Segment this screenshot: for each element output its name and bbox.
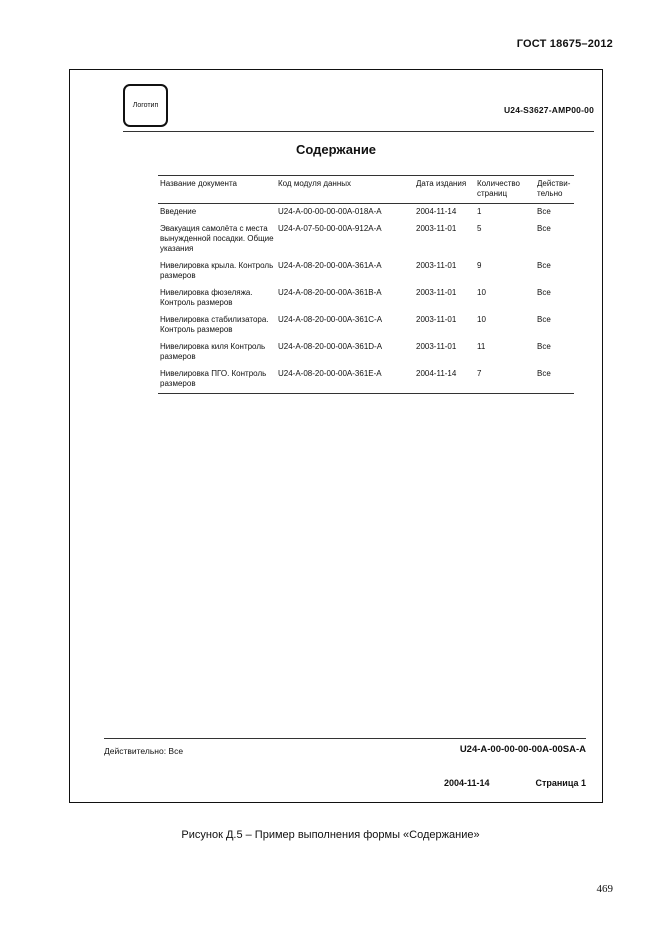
cell-document-name: Нивелировка киля Контроль размеров bbox=[160, 342, 266, 361]
cell-issue-date: 2004-11-14 bbox=[416, 207, 457, 216]
table-row bbox=[158, 312, 574, 339]
cell-issue-date: 2003-11-01 bbox=[416, 288, 457, 297]
data-module-code-header: U24-S3627-AMP00-00 bbox=[503, 105, 594, 115]
cell-module-code: U24-A-00-00-00-00A-018A-A bbox=[278, 207, 382, 216]
column-header-code: Код модуля данных bbox=[276, 176, 414, 204]
cell-issue-date: 2004-11-14 bbox=[414, 366, 475, 394]
header-divider bbox=[123, 131, 594, 132]
cell-page-count: 5 bbox=[477, 224, 482, 233]
logo-placeholder bbox=[123, 84, 168, 127]
footer-page-number: Страница 1 bbox=[535, 778, 586, 788]
cell-document-name: Введение bbox=[160, 207, 197, 216]
cell-page-count: 1 bbox=[477, 207, 482, 216]
page-number: 469 bbox=[596, 883, 613, 895]
table-row bbox=[158, 339, 574, 366]
cell-page-count: 11 bbox=[477, 342, 486, 351]
column-header-date: Дата издания bbox=[414, 176, 475, 204]
cell-issue-date: 2003-11-01 bbox=[416, 315, 457, 324]
cell-document-name: Нивелировка ПГО. Контроль размеров bbox=[158, 366, 276, 394]
cell-page-count: 10 bbox=[477, 315, 486, 324]
table-row bbox=[158, 221, 574, 258]
cell-applicability: Все bbox=[537, 315, 551, 324]
cell-document-name: Нивелировка фюзеляжа. Контроль размеров bbox=[160, 288, 253, 307]
cell-page-count: 7 bbox=[475, 366, 535, 394]
cell-applicability: Все bbox=[537, 342, 551, 351]
cell-issue-date: 2003-11-01 bbox=[416, 342, 457, 351]
cell-applicability: Все bbox=[537, 207, 551, 216]
table-row bbox=[158, 285, 574, 312]
cell-module-code: U24-A-08-20-00-00A-361B-A bbox=[278, 288, 382, 297]
footer-issue-date: 2004-11-14 bbox=[444, 778, 490, 788]
cell-applicability: Все bbox=[537, 288, 551, 297]
cell-applicability: Все bbox=[537, 261, 551, 270]
table-row bbox=[158, 258, 574, 285]
cell-module-code: U24-A-07-50-00-00A-912A-A bbox=[278, 224, 382, 233]
footer-divider bbox=[104, 738, 586, 739]
form-title: Содержание bbox=[295, 142, 377, 157]
contents-form-frame bbox=[69, 69, 603, 803]
cell-module-code: U24-A-08-20-00-00A-361A-A bbox=[278, 261, 382, 270]
cell-page-count: 10 bbox=[477, 288, 486, 297]
cell-applicability: Все bbox=[535, 366, 574, 394]
contents-table bbox=[158, 175, 574, 394]
cell-module-code: U24-A-08-20-00-00A-361E-A bbox=[276, 366, 414, 394]
logo-label: Логотип bbox=[132, 102, 159, 109]
cell-issue-date: 2003-11-01 bbox=[416, 224, 457, 233]
cell-applicability: Все bbox=[537, 224, 551, 233]
table-header-row bbox=[158, 176, 574, 204]
cell-module-code: U24-A-08-20-00-00A-361C-A bbox=[278, 315, 383, 324]
column-header-name: Название документа bbox=[158, 176, 276, 204]
footer-applicability: Действительно: Все bbox=[104, 746, 184, 756]
standard-header: ГОСТ 18675–2012 bbox=[516, 38, 613, 50]
column-header-applicability: Действи-тельно bbox=[535, 176, 574, 204]
column-header-pages: Количество страниц bbox=[475, 176, 535, 204]
footer-data-module-code: U24-A-00-00-00-00A-00SA-A bbox=[459, 744, 586, 755]
cell-document-name: Нивелировка стабилизатора. Контроль размеров bbox=[160, 315, 269, 334]
figure-caption: Рисунок Д.5 – Пример выполнения формы «Содержание» bbox=[181, 829, 480, 841]
cell-issue-date: 2003-11-01 bbox=[416, 261, 457, 270]
cell-document-name: Нивелировка крыла. Контроль размеров bbox=[160, 261, 274, 280]
cell-module-code: U24-A-08-20-00-00A-361D-A bbox=[278, 342, 383, 351]
table-row bbox=[158, 204, 574, 222]
table-row bbox=[158, 366, 574, 394]
cell-document-name: Эвакуация самолёта с места вынужденной посадки. Общие указания bbox=[160, 224, 274, 253]
cell-page-count: 9 bbox=[477, 261, 482, 270]
